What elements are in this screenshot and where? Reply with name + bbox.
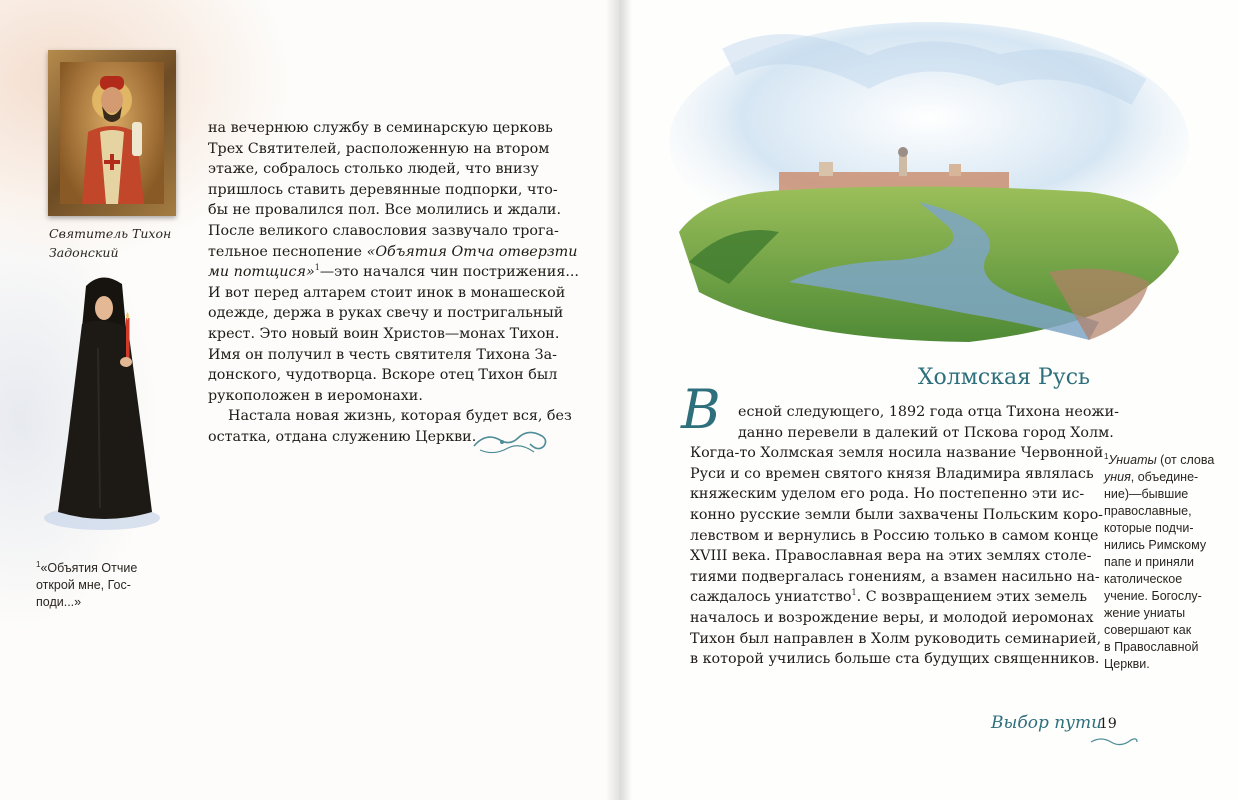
text-line: этаже, собралось столько людей, что внизу — [208, 161, 539, 178]
footnote-left — [36, 560, 166, 611]
saint-icon — [60, 62, 164, 204]
landscape-illustration — [669, 22, 1189, 352]
text-line: Тихон был направлен в Холм руководить семинарией, — [690, 630, 1102, 647]
sidenote-line: в Православной — [1104, 640, 1199, 654]
sidenote-line: (от слова — [1156, 453, 1215, 467]
icon-image — [48, 50, 176, 216]
text-line: остатка, отдана служению Церкви. — [208, 428, 477, 445]
text-line: тельное песнопение — [208, 243, 367, 260]
text-line: княжеским уделом его рода. Но постепенно эти ис- — [690, 486, 1085, 503]
text-line: саждалось униатство — [690, 589, 852, 606]
sidenote-line: учение. Богослу- — [1104, 589, 1202, 603]
text-line: донского, чудотворца. Вскоре отец Тихон был — [208, 367, 558, 384]
text-line: тиями подвергалась гонениям, а взамен насильно на- — [690, 568, 1100, 585]
sidenote-line: ние)—бывшие — [1104, 487, 1189, 501]
text-line: Трех Святителей, расположенную на втором — [208, 140, 550, 157]
sidenote-term: уния — [1104, 470, 1131, 484]
text-line: рукоположен в иеромонахи. — [208, 387, 423, 404]
icon-caption-line: Задонский — [49, 245, 119, 260]
text-line: После великого славословия зазвучало трога- — [208, 222, 559, 239]
text-line: крест. Это новый воин Христов—монах Тихон. — [208, 325, 560, 342]
hymn-quote-end: ми потщися» — [208, 264, 315, 281]
text-line: Настала новая жизнь, которая будет вся, без — [228, 408, 572, 425]
text-line: . С возвращением этих земель — [856, 589, 1088, 606]
text-line: в которой учились больше ста будущих священников. — [690, 651, 1100, 668]
sidenote-line: Церкви. — [1104, 657, 1150, 671]
footnote-ref: 1 — [314, 263, 320, 273]
sidenote-line: , объедине- — [1130, 470, 1199, 484]
footnote-line: поди...» — [36, 595, 82, 609]
flourish-ornament — [472, 426, 550, 460]
footnote-ref: 1 — [851, 588, 857, 598]
footnote-line: «Объятия Отчие — [40, 561, 138, 575]
text-line: левством и вернулись в Россию только в самом конце — [690, 527, 1099, 544]
sidenote-line: которые подчи- — [1104, 521, 1194, 535]
sidenote-line: жение униаты — [1104, 606, 1186, 620]
text-line: И вот перед алтарем стоит инок в монашеской — [208, 284, 566, 301]
right-page — [621, 0, 1238, 800]
text-line: XVIII века. Православная вера на этих землях столе- — [690, 548, 1092, 565]
text-line: Когда-то Холмская земля носила название Червонной — [690, 445, 1104, 462]
text-line: одежде, держа в руках свечу и постригальный — [208, 305, 564, 322]
sidenote — [1104, 452, 1214, 673]
sidenote-line: папе и приняли — [1104, 555, 1195, 569]
text-line: есной следующего, 1892 года отца Тихона неожи- — [738, 404, 1119, 420]
text-line: началось и возрождение веры, и молодой иеромонах — [690, 609, 1094, 626]
text-line: на вечернюю службу в семинарскую церковь — [208, 120, 553, 136]
sidenote-line: католическое — [1104, 572, 1183, 586]
left-body-text — [208, 118, 579, 448]
sidenote-line: православные, — [1104, 504, 1192, 518]
text-line: конно русские земли были захвачены Польским коро- — [690, 506, 1104, 523]
icon-caption — [49, 224, 209, 262]
left-page — [0, 0, 617, 800]
text-line: Руси и со времен святого князя Владимира являлась — [690, 465, 1094, 482]
text-line: пришлось ставить деревянные подпорки, что- — [208, 181, 558, 198]
icon-caption-line: Святитель Тихон — [49, 226, 172, 241]
book-gutter — [606, 0, 632, 800]
footnote-marker: 1 — [36, 559, 41, 569]
sidenote-term: Униаты — [1108, 453, 1157, 467]
chapter-title: Холмская Русь — [917, 365, 1090, 390]
sidenote-line: совершают как — [1104, 623, 1192, 637]
text-line: данно перевели в далекий от Пскова город Холм. — [738, 424, 1114, 441]
hymn-quote: «Объятия Отча отверзти — [366, 243, 578, 260]
page-number: 19 — [1099, 716, 1117, 732]
right-body-text — [690, 402, 1119, 670]
footnote-line: открой мне, Гос- — [36, 578, 131, 592]
sidenote-line: нились Римскому — [1104, 538, 1207, 552]
running-title: Выбор пути — [991, 713, 1103, 733]
footnote-marker: 1 — [1104, 451, 1109, 461]
monk-illustration — [40, 268, 170, 538]
text-line: —это начался чин пострижения... — [319, 264, 579, 281]
flourish-ornament — [1089, 734, 1139, 748]
text-line: Имя он получил в честь святителя Тихона За- — [208, 346, 557, 363]
text-line: бы не провалился пол. Все молились и ждали. — [208, 202, 562, 219]
drop-cap: В — [681, 378, 721, 441]
